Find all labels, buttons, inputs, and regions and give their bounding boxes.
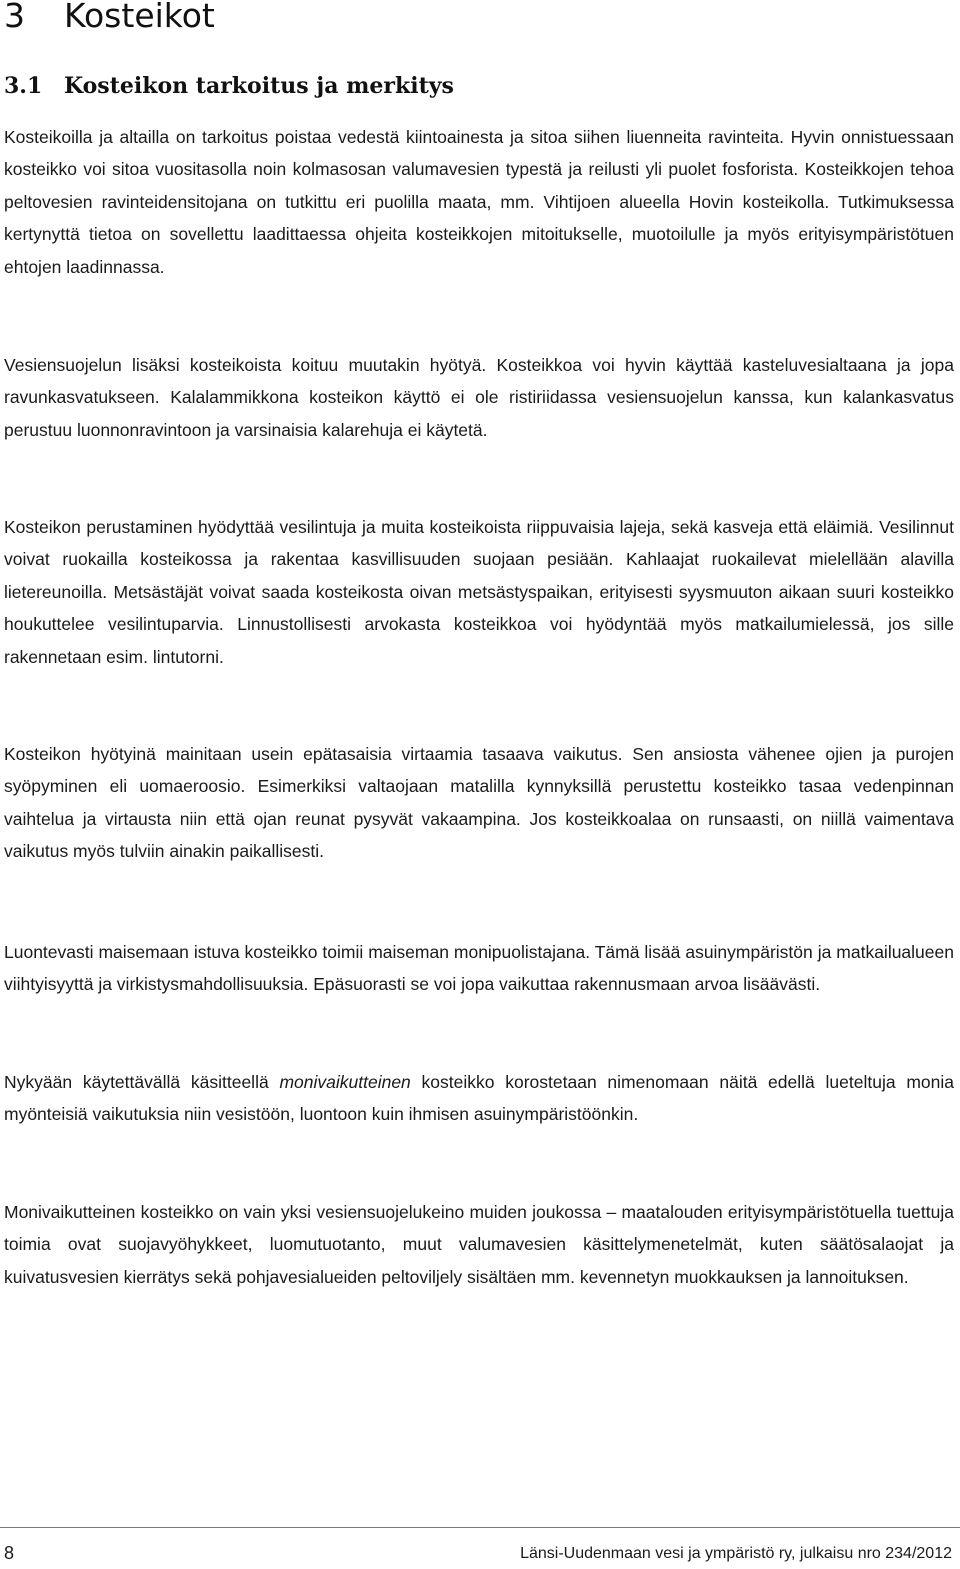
paragraph-flow-balancing: Kosteikon hyötyinä mainitaan usein epätasaisia virtaamia tasaava vaikutus. Sen ansiosta vähenee ojien ja purojen syöpyminen eli uomaeroosio. Esimerkiksi valtaojaan matalilla kynnyksillä perustettu kosteikko tasaa vedenpinnan vaihtelua ja virtausta niin että ojan reunat pysyvät vakaampina. Jos kosteikkoalaa on runsaasti, on niillä vaimentava vaikutus myös tulviin ainakin paikallisesti. bbox=[4, 744, 954, 862]
paragraph-multifunctional-start: Nykyään käytettävällä käsitteellä bbox=[4, 1072, 280, 1092]
publication-info: Länsi-Uudenmaan vesi ja ympäristö ry, julkaisu nro 234/2012 bbox=[520, 1545, 952, 1562]
paragraph-multifunctional bbox=[4, 1066, 954, 1131]
footer-divider bbox=[0, 1527, 960, 1528]
paragraph-landscape: Luontevasti maisemaan istuva kosteikko toimii maiseman monipuolistajana. Tämä lisää asuinympäristön ja matkailualueen viihtyisyyttä ja virkistysmahdollisuuksia. Epäsuorasti se voi jopa vaikuttaa rakennusmaan arvoa lisäävästi. bbox=[4, 942, 954, 995]
section-number: 3.1 bbox=[4, 73, 43, 99]
chapter-heading bbox=[4, 0, 215, 38]
chapter-number: 3 bbox=[4, 0, 25, 35]
paragraph-water-protection-measures: Monivaikutteinen kosteikko on vain yksi vesiensuojelukeino muiden joukossa – maatalouden erityisympäristötuella tuettuja toimia ovat suojavyöhykkeet, luomutuotanto, muut valumavesien käsittelymenetelmät, kuten säätösalaojat ja kuivatusvesien kierrätys sekä pohjavesialueiden peltoviljely sisältäen mm. kevennetyn muokkauksen ja lannoituksen. bbox=[4, 1202, 954, 1287]
paragraph-multifunctional-end: kosteikko korostetaan nimenomaan näitä edellä lueteltuja monia myönteisiä vaikutuksia niin vesistöön, luontoon kuin ihmisen asuinympäristöönkin. bbox=[4, 1072, 954, 1125]
section-heading bbox=[4, 70, 454, 102]
chapter-title: Kosteikot bbox=[64, 0, 215, 35]
italic-term: monivaikutteinen bbox=[279, 1072, 411, 1092]
section-title: Kosteikon tarkoitus ja merkitys bbox=[64, 73, 454, 99]
paragraph-birds: Kosteikon perustaminen hyödyttää vesilintuja ja muita kosteikoista riippuvaisia lajeja, sekä kasveja että eläimiä. Vesilinnut voivat ruokailla kosteikossa ja rakentaa kasvillisuuden suojaan pesiään. Kahlaajat ruokailevat mielellään alavilla lietereunoilla. Metsästäjät voivat saada kosteikosta oivan metsästyspaikan, erityisesti syysmuuton aikaan suuri kosteikko houkuttelee vesilintuparvia. Linnustollisesti arvokasta kosteikkoa voi hyödyntää myös matkailumielessä, jos sille rakennetaan esim. lintutorni. bbox=[4, 517, 954, 667]
page-number: 8 bbox=[4, 1543, 15, 1563]
paragraph-other-benefits: Vesiensuojelun lisäksi kosteikoista koituu muutakin hyötyä. Kosteikkoa voi hyvin käyttää kasteluvesialtaana ja jopa ravunkasvatukseen. Kalalammikkona kosteikon käyttö ei ole ristiriidassa vesiensuojelun kanssa, kun kalankasvatus perustuu luonnonravintoon ja varsinaisia kalarehuja ei käytetä. bbox=[4, 355, 954, 440]
paragraph-purpose: Kosteikoilla ja altailla on tarkoitus poistaa vedestä kiintoainesta ja sitoa siihen liuenneita ravinteita. Hyvin onnistuessaan kosteikko voi sitoa vuositasolla noin kolmasosan valumavesien typestä ja reilusti yli puolet fosforista. Kosteikkojen tehoa peltovesien ravinteidensitojana on tutkittu eri puolilla maata, mm. Vihtijoen alueella Hovin kosteikolla. Tutkimuksessa kertynyttä tietoa on sovellettu laadittaessa ohjeita kosteikkojen mitoitukselle, muotoilulle ja myös erityisympäristötuen ehtojen laadinnassa. bbox=[4, 127, 954, 277]
